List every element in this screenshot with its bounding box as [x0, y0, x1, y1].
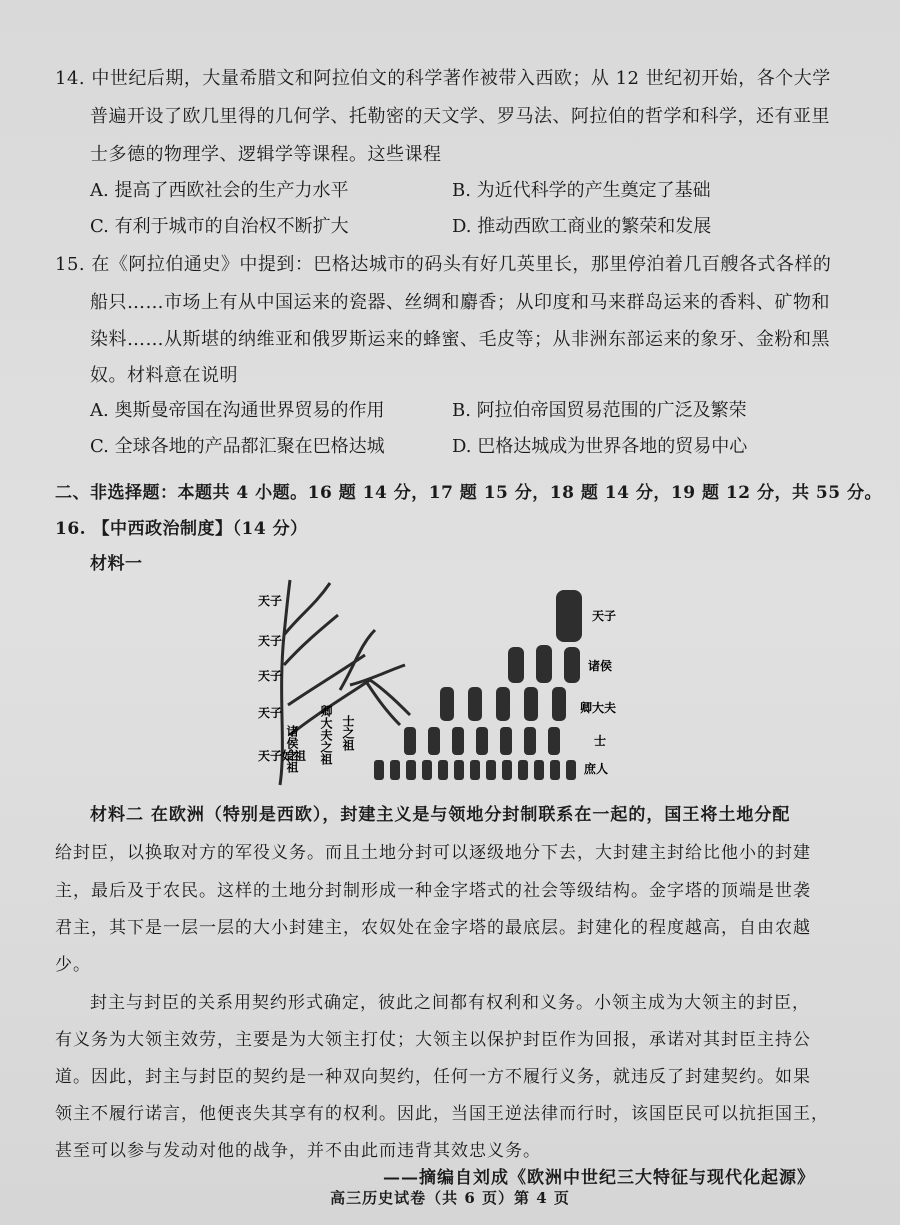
tree-label-1: 天子: [258, 594, 283, 608]
q14-line1: 14. 中世纪后期，大量希腊文和阿拉伯文的科学著作被带入西欧；从 12 世纪初开始，各个大学: [55, 68, 831, 89]
pyramid-label-emperor: 天子: [592, 609, 617, 623]
q15-option-d: D. 巴格达城成为世界各地的贸易中心: [452, 436, 748, 457]
feudal-hierarchy-diagram: [240, 575, 640, 790]
material1-label: 材料一: [90, 554, 143, 574]
q15-option-a: A. 奥斯曼帝国在沟通世界贸易的作用: [90, 400, 385, 421]
q15-line2: 船只……市场上有从中国运来的瓷器、丝绸和麝香；从印度和马来群岛运来的香料、矿物和: [90, 292, 830, 313]
material2-p2-line3: 道。因此，封主与封臣的契约是一种双向契约，任何一方不履行义务，就违反了封建契约。如果: [55, 1067, 811, 1087]
material2-p1-line4: 君主，其下是一层一层的大小封建主，农奴处在金字塔的最底层。封建化的程度越高，自由农越: [55, 918, 811, 938]
q14-line2: 普遍开设了欧几里得的几何学、托勒密的天文学、罗马法、阿拉伯的哲学和科学，还有亚里: [90, 106, 830, 127]
branch-label-1: 诸侯之祖: [285, 725, 299, 773]
material2-p1-line5: 少。: [55, 955, 91, 975]
material2-p2-line1: 封主与封臣的关系用契约形式确定，彼此之间都有权利和义务。小领主成为大领主的封臣，: [90, 993, 810, 1013]
pyramid-label-commoners: 庶人: [584, 762, 609, 776]
material2-p1-line1: 材料二 在欧洲（特别是西欧），封建主义是与领地分封制联系在一起的，国王将土地分配: [90, 805, 791, 825]
material2-p1-line3: 主，最后及于农民。这样的土地分封制形成一种金字塔式的社会等级结构。金字塔的顶端是世袭: [55, 881, 811, 901]
pyramid-label-nobles: 诸侯: [588, 659, 613, 673]
q15-option-c: C. 全球各地的产品都汇聚在巴格达城: [90, 436, 385, 457]
q16-title: 16. 【中西政治制度】（14 分）: [55, 519, 308, 539]
q14-option-c: C. 有利于城市的自治权不断扩大: [90, 216, 349, 237]
tree-label-4: 天子: [258, 706, 283, 720]
section2-header: 二、非选择题：本题共 4 小题。16 题 14 分，17 题 15 分，18 题 14 分，19 题 12 分，共 55 分。: [55, 483, 882, 503]
material2-p2-line4: 领主不履行诺言，他便丧失其享有的权利。因此，当国王逆法律而行时，该国臣民可以抗拒国王，: [55, 1104, 829, 1124]
figure-emperor: [556, 590, 582, 642]
q15-line1: 15. 在《阿拉伯通史》中提到：巴格达城市的码头有好几英里长，那里停泊着几百艘各式各样的: [55, 254, 832, 275]
q15-line3: 染料……从斯堪的纳维亚和俄罗斯运来的蜂蜜、毛皮等；从非洲东部运来的象牙、金粉和黑: [90, 329, 830, 350]
q15-line4: 奴。材料意在说明: [90, 365, 238, 386]
pyramid-figures: [374, 590, 582, 780]
q14-option-b: B. 为近代科学的产生奠定了基础: [452, 180, 711, 201]
pyramid-label-shi: 士: [594, 734, 607, 748]
page-footer: 高三历史试卷（共 6 页）第 4 页: [330, 1189, 570, 1207]
tree-label-5: 天子始祖: [258, 749, 307, 763]
q15-option-b: B. 阿拉伯帝国贸易范围的广泛及繁荣: [452, 400, 747, 421]
material2-p2-line5: 甚至可以参与发动对他的战争，并不由此而违背其效忠义务。: [55, 1141, 541, 1161]
q14-option-d: D. 推动西欧工商业的繁荣和发展: [452, 216, 712, 237]
q14-option-a: A. 提高了西欧社会的生产力水平: [90, 180, 349, 201]
material2-p2-line2: 有义务为大领主效劳，主要是为大领主打仗；大领主以保护封臣作为回报，承诺对其封臣主持公: [55, 1030, 811, 1050]
q14-line3: 士多德的物理学、逻辑学等课程。这些课程: [90, 144, 442, 165]
branch-label-3: 士之祖: [341, 715, 355, 751]
pyramid-label-ministers: 卿大夫: [580, 701, 617, 715]
tree-label-2: 天子: [258, 634, 283, 648]
material2-source: ——摘编自刘成《欧洲中世纪三大特征与现代化起源》: [383, 1168, 815, 1188]
tree-label-3: 天子: [258, 669, 283, 683]
material2-p1-line2: 给封臣，以换取对方的军役义务。而且土地分封可以逐级地分下去，大封建主封给比他小的封建: [55, 843, 811, 863]
branch-label-2: 卿大夫之祖: [319, 705, 333, 765]
